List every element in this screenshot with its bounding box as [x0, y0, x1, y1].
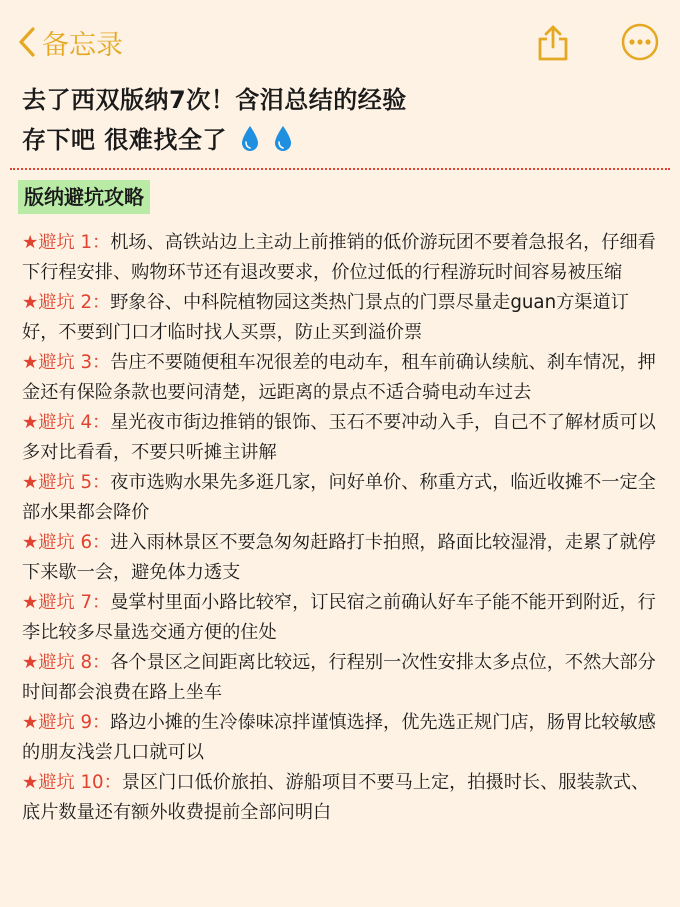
section-heading: 版纳避坑攻略	[18, 180, 150, 214]
item-text: 进入雨林景区不要急匆匆赶路打卡拍照，路面比较湿滑，走累了就停下来歇一会，避免体力透支	[22, 532, 656, 583]
item-tag: ★避坑 4：	[22, 412, 111, 433]
list-item	[22, 768, 662, 828]
title-line-2	[22, 120, 662, 160]
dotted-divider	[10, 168, 670, 170]
list-item	[22, 228, 662, 288]
more-icon[interactable]	[620, 22, 660, 62]
list-item	[22, 408, 662, 468]
share-icon[interactable]	[536, 24, 570, 62]
item-text: 曼掌村里面小路比较窄，订民宿之前确认好车子能不能开到附近，行李比较多尽量选交通方便的住处	[22, 592, 656, 643]
top-bar	[0, 0, 680, 84]
item-tag: ★避坑 2：	[22, 292, 111, 313]
list-item	[22, 708, 662, 768]
list-item	[22, 348, 662, 408]
list-item	[22, 588, 662, 648]
list-item	[22, 468, 662, 528]
list-item	[22, 648, 662, 708]
item-tag: ★避坑 5：	[22, 472, 111, 493]
item-text: 各个景区之间距离比较远，行程别一次性安排太多点位，不然大部分时间都会浪费在路上坐车	[22, 652, 656, 703]
tips-list	[22, 228, 662, 828]
chevron-left-icon	[18, 26, 36, 58]
droplet-icon	[273, 124, 293, 152]
item-tag: ★避坑 9：	[22, 712, 111, 733]
note-title	[22, 80, 662, 160]
item-text: 告庄不要随便租车况很差的电动车，租车前确认续航、刹车情况，押金还有保险条款也要问清楚，远距离的景点不适合骑电动车过去	[22, 352, 656, 403]
item-text: 野象谷、中科院植物园这类热门景点的门票尽量走guan方渠道订好，不要到门口才临时找人买票，防止买到溢价票	[22, 292, 629, 343]
item-tag: ★避坑 3：	[22, 352, 111, 373]
item-text: 路边小摊的生冷傣味凉拌谨慎选择，优先选正规门店，肠胃比较敏感的朋友浅尝几口就可以	[22, 712, 656, 763]
list-item	[22, 528, 662, 588]
item-tag: ★避坑 8：	[22, 652, 111, 673]
item-tag: ★避坑 6：	[22, 532, 111, 553]
back-label: 备忘录	[42, 29, 123, 61]
back-button[interactable]	[18, 22, 123, 62]
item-text: 星光夜市街边推销的银饰、玉石不要冲动入手，自己不了解材质可以多对比看看，不要只听摊主讲解	[22, 412, 656, 463]
item-tag: ★避坑 1：	[22, 232, 111, 253]
item-tag: ★避坑 10：	[22, 772, 122, 793]
item-text: 景区门口低价旅拍、游船项目不要马上定，拍摄时长、服装款式、底片数量还有额外收费提前全部问明白	[22, 772, 650, 823]
droplet-icon	[240, 124, 260, 152]
item-text: 夜市选购水果先多逛几家，问好单价、称重方式，临近收摊不一定全部水果都会降价	[22, 472, 656, 523]
list-item	[22, 288, 662, 348]
item-tag: ★避坑 7：	[22, 592, 111, 613]
title-line-1: 去了西双版纳7次！含泪总结的经验	[22, 86, 407, 114]
item-text: 机场、高铁站边上主动上前推销的低价游玩团不要着急报名，仔细看下行程安排、购物环节还有退改要求，价位过低的行程游玩时间容易被压缩	[22, 232, 656, 283]
title-line-2-text: 存下吧 很难找全了	[22, 126, 227, 154]
